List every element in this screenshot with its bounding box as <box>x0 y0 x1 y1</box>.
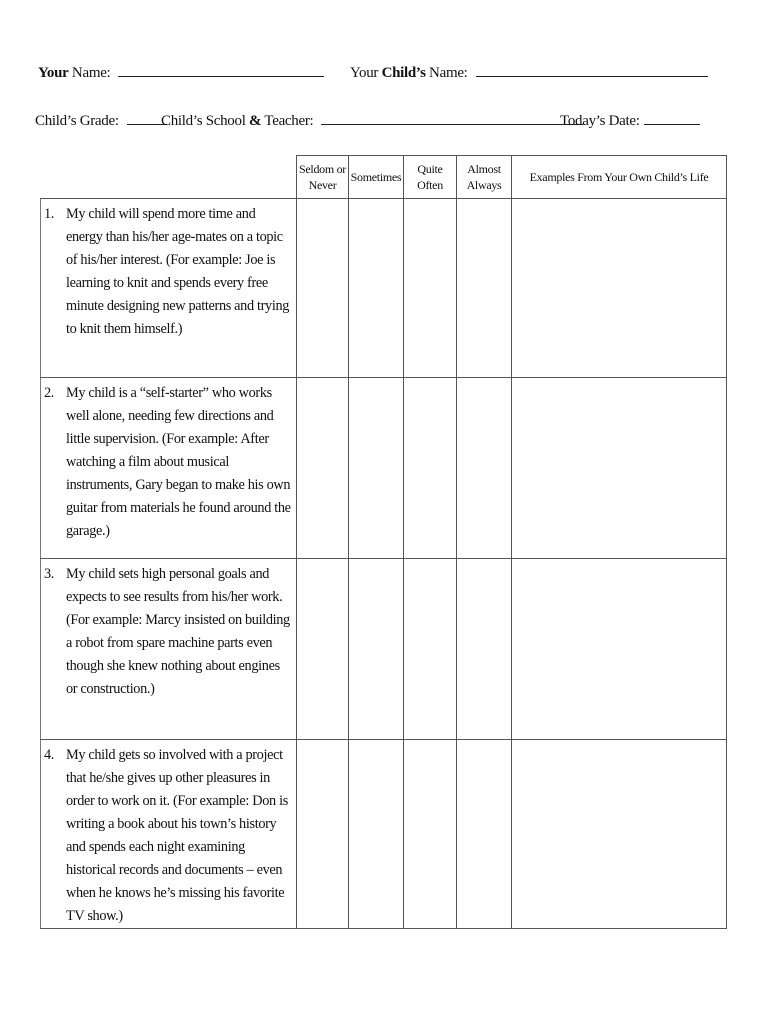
table-header-row <box>41 156 727 199</box>
question-column-header <box>41 156 297 199</box>
question-number: 2. <box>44 385 55 401</box>
question-text: My child is a “self-starter” who works well alone, needing few directions and little supervision. (For example: After watching a film about musical instruments, Gary began to make his own guitar from materials he found around the garage.) <box>66 385 291 539</box>
column-header-seldom-never: Seldom or Never <box>297 156 349 199</box>
rating-cell-seldom-never[interactable] <box>297 199 349 378</box>
rating-cell-seldom-never[interactable] <box>297 559 349 740</box>
rating-cell-sometimes[interactable] <box>349 199 404 378</box>
rating-cell-almost-always[interactable] <box>457 378 512 559</box>
question-cell <box>41 378 297 559</box>
your-name-field <box>38 62 324 82</box>
child-name-blank[interactable] <box>476 62 708 77</box>
rating-cell-almost-always[interactable] <box>457 740 512 929</box>
behavior-rating-table <box>40 155 727 929</box>
question-cell <box>41 740 297 929</box>
question-cell <box>41 559 297 740</box>
table-row <box>41 199 727 378</box>
rating-cell-quite-often[interactable] <box>404 559 457 740</box>
child-name-field <box>350 62 708 82</box>
todays-date-blank[interactable] <box>644 110 700 125</box>
rating-cell-quite-often[interactable] <box>404 199 457 378</box>
child-grade-field <box>35 110 167 130</box>
todays-date-label: Today’s Date: <box>560 113 640 129</box>
examples-cell[interactable] <box>512 199 727 378</box>
rating-cell-sometimes[interactable] <box>349 559 404 740</box>
rating-cell-sometimes[interactable] <box>349 740 404 929</box>
question-text: My child sets high personal goals and expects to see results from his/her work. (For example: Marcy insisted on building a robot from spare machine parts even though she knew nothing about engines or construction.) <box>66 566 290 697</box>
your-name-label: Your Name: <box>38 65 111 81</box>
rating-cell-almost-always[interactable] <box>457 559 512 740</box>
question-number: 1. <box>44 206 55 222</box>
todays-date-field <box>560 110 700 130</box>
child-name-label: Your Child’s Name: <box>350 65 468 81</box>
examples-cell[interactable] <box>512 378 727 559</box>
table-row <box>41 559 727 740</box>
question-cell <box>41 199 297 378</box>
school-teacher-label: Child’s School & Teacher: <box>161 113 314 129</box>
rating-cell-seldom-never[interactable] <box>297 740 349 929</box>
question-text: My child gets so involved with a project that he/she gives up other pleasures in order to work on it. (For example: Don is writing a book about his town’s history and spends each night examining historical records and documents – even when he knows he’s missing his favorite TV show.) <box>66 747 288 924</box>
rating-cell-almost-always[interactable] <box>457 199 512 378</box>
school-teacher-blank[interactable] <box>321 110 583 125</box>
column-header-quite-often: Quite Often <box>404 156 457 199</box>
rating-cell-quite-often[interactable] <box>404 378 457 559</box>
examples-cell[interactable] <box>512 559 727 740</box>
question-number: 4. <box>44 747 55 763</box>
table-row <box>41 740 727 929</box>
child-grade-label: Child’s Grade: <box>35 113 119 129</box>
rating-cell-sometimes[interactable] <box>349 378 404 559</box>
question-number: 3. <box>44 566 55 582</box>
table-row <box>41 378 727 559</box>
examples-cell[interactable] <box>512 740 727 929</box>
column-header-almost-always: Almost Always <box>457 156 512 199</box>
question-text: My child will spend more time and energy than his/her age-mates on a topic of his/her interest. (For example: Joe is learning to knit and spends every free minute designing new patterns and trying to knit them himself.) <box>66 206 290 337</box>
school-teacher-field <box>161 110 583 130</box>
rating-cell-quite-often[interactable] <box>404 740 457 929</box>
your-name-blank[interactable] <box>118 62 324 77</box>
column-header-sometimes: Sometimes <box>349 156 404 199</box>
column-header-examples: Examples From Your Own Child’s Life <box>512 156 727 199</box>
rating-cell-seldom-never[interactable] <box>297 378 349 559</box>
